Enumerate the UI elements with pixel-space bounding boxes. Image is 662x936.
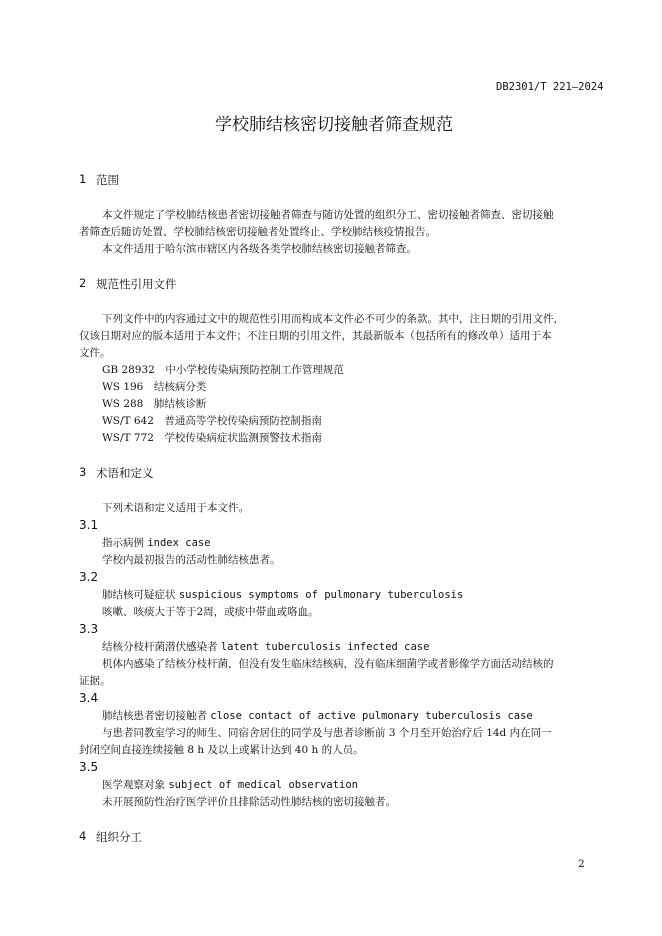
section-3-title: 术语和定义 (96, 466, 154, 480)
normative-reference: GB 28932 中小学校传染病预防控制工作管理规范 (102, 364, 344, 376)
term-english: close contact of active pulmonary tuberculosis case (210, 710, 533, 722)
term-number: 3.4 (79, 691, 99, 705)
term-definition: 咳嗽、咳痰大于等于2周，或痰中带血或咯血。 (102, 606, 319, 618)
normative-reference: WS 288 肺结核诊断 (102, 398, 207, 410)
section-2-title: 规范性引用文件 (96, 277, 177, 291)
paragraph-line: 文件。 (79, 347, 111, 359)
page-number: 2 (578, 858, 585, 870)
document-number: DB2301/T 221—2024 (496, 81, 604, 93)
page-title: 学校肺结核密切接触者筛查规范 (215, 115, 453, 135)
paragraph-line: 者筛查后随访处置、学校肺结核密切接触者处置终止、学校肺结核疫情报告。 (79, 226, 436, 238)
term-english: suspicious symptoms of pulmonary tuberculosis (178, 589, 464, 601)
term-heading (102, 587, 463, 602)
paragraph-line: 本文件规定了学校肺结核患者密切接触者筛查与随访处置的组织分工、密切接触者筛查、密切接触 (102, 209, 554, 221)
term-heading (102, 708, 533, 723)
term-chinese: 肺结核可疑症状 (102, 589, 176, 601)
term-definition: 机体内感染了结核分枝杆菌，但没有发生临床结核病，没有临床细菌学或者影像学方面活动结核的 (102, 658, 554, 670)
section-4-number: 4 (79, 829, 87, 843)
term-number: 3.1 (79, 518, 99, 532)
term-definition: 证据。 (79, 675, 111, 687)
term-heading (102, 777, 358, 792)
section-1-title: 范围 (96, 173, 119, 187)
term-number: 3.2 (79, 570, 99, 584)
normative-reference: WS/T 642 普通高等学校传染病预防控制指南 (102, 415, 322, 427)
term-chinese: 指示病例 (102, 537, 144, 549)
paragraph-line: 下列术语和定义适用于本文件。 (102, 502, 249, 514)
section-3-number: 3 (79, 465, 87, 479)
section-2-number: 2 (79, 276, 87, 290)
term-chinese: 医学观察对象 (102, 779, 165, 791)
term-number: 3.5 (79, 760, 99, 774)
term-chinese: 肺结核患者密切接触者 (102, 710, 207, 722)
paragraph-line: 本文件适用于哈尔滨市辖区内各级各类学校肺结核密切接触者筛查。 (102, 243, 417, 255)
section-1-number: 1 (79, 172, 87, 186)
normative-reference: WS/T 772 学校传染病症状监测预警技术指南 (102, 432, 322, 444)
term-chinese: 结核分枝杆菌潜伏感染者 (102, 641, 218, 653)
term-english: latent tuberculosis infected case (220, 641, 430, 653)
term-definition: 未开展预防性治疗医学评价且排除活动性肺结核的密切接触者。 (102, 796, 396, 808)
paragraph-line: 仅该日期对应的版本适用于本文件；不注日期的引用文件，其最新版本（包括所有的修改单）适用于本 (79, 330, 552, 342)
term-number: 3.3 (79, 622, 99, 636)
term-english: subject of medical observation (168, 779, 358, 791)
term-english: index case (147, 537, 211, 549)
term-heading (102, 639, 429, 654)
term-definition: 学校内最初报告的活动性肺结核患者。 (102, 554, 281, 566)
term-definition: 与患者同教室学习的师生、同宿舍居住的同学及与患者诊断前 3 个月至开始治疗后 14d 内在同一 (102, 727, 552, 739)
term-definition: 封闭空间直接连续接触 8 h 及以上或累计达到 40 h 的人员。 (79, 744, 364, 756)
normative-reference: WS 196 结核病分类 (102, 381, 207, 393)
paragraph-line: 下列文件中的内容通过文中的规范性引用而构成本文件必不可少的条款。其中，注日期的引用文件， (102, 313, 564, 325)
section-4-title: 组织分工 (96, 830, 142, 844)
term-heading (102, 535, 211, 550)
